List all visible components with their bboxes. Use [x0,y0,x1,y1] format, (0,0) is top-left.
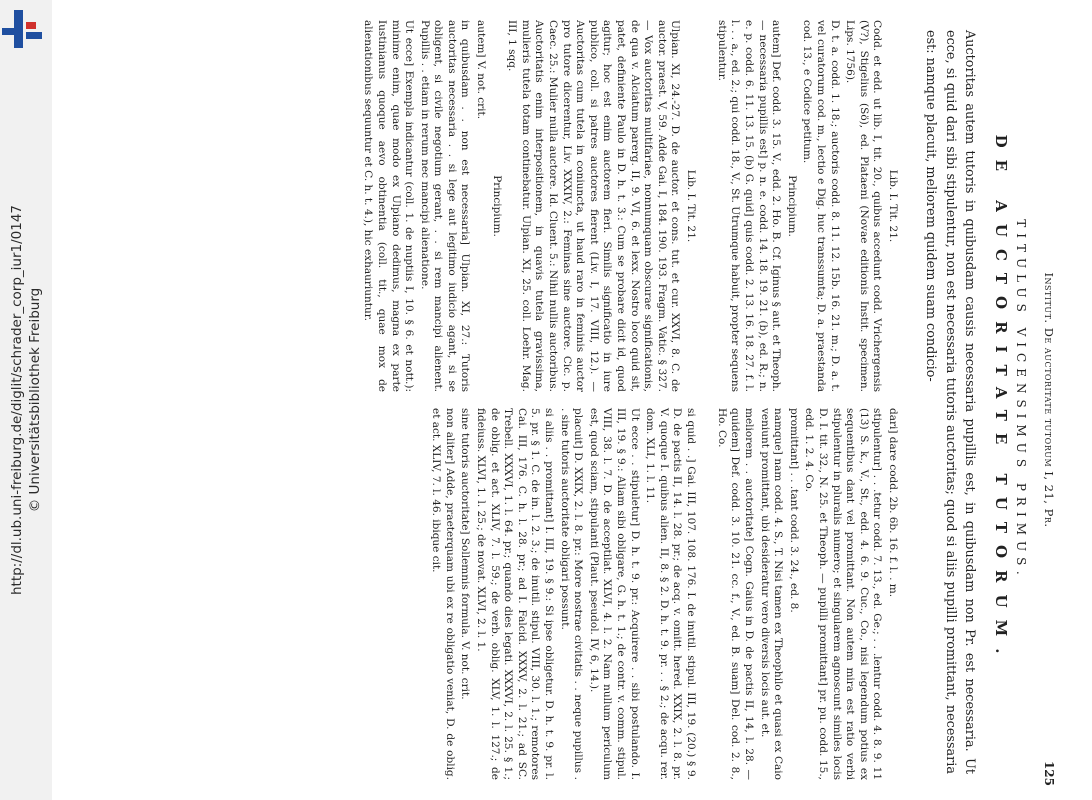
title-line-1: TITULUS VICENSIMUS PRIMUS. [1014,219,1028,581]
note-paragraph: stipulentur] . . .tetur codd. 7. 13., ed. Ge.; . . .lentur codd. 4. 8. 9. 11 (13) S. k., V., St., edd. 4. 6. 9. Cuc., Co., nisi legendum potius ex sequentibus dant vel promittant. Non autem mira est ratio verbi stipulentur in pluralis numero; et singularem agnoscunt similes locis D. I. tit. 32., N. 25. et Theoph. — pupilli promittant] pr. pu. codd. 15., edd. 1. 2. 4. Co. [803,408,884,780]
credit-owner: © Universitätsbibliothek Freiburg [27,287,43,513]
page-header [1039,14,1055,786]
commentary-paragraph: Ut ecce . . stipuletur] D. h. t. 9. pr.: Acquirere . . sibi postulando. I. III, 19. § 9.: Aliam sibi obligare, G. h. t. 1.; de contr. v. comm. stipul. VIII, 38. l. 7. D. de acceptilat. XLVI, 4. l. 2. Nam nullum periculum est, quod sciam, stipulanti (Plaut. pseudol. IV, 6, 14.). [587,408,641,780]
note-paragraph: meliorem . . auctoritate] Cogn. Gaius in D. de pactis II, 14, l. 28. — quidem] Def. codd. 3. 10. 21. cc. f., V., ed. B. suam] Del. cod. 2. 8., Ho. Co. [715,408,756,780]
lead-paragraph: Auctoritas autem tutoris in quibusdam causis necessaria pupillis est, in quibusdam non Pr. est necessaria. Ut ecce, si quid dari sibi stipulentur, non est necessaria tutoris auctoritas; quod si aliis pupilli promittant, necessaria est: namque placuit, meliorem quidem suam condicio- [923,30,977,774]
commentary-paragraph: si aliis . . promittant] I. III, 19. § 9.: Si ipse obligetur. D. h. t. 9. pr. l. 5. pr. § 1. C. de in. l. 2. 3.; de inutil. stipul. VIII, 30. l. 1.; remotores Cai. III, 176. C. h. l. 28. pr.; ad I. Falcid. XXXV, 2. l. 21.; ad SC. Trebell. XXXVI, 1. l. 64. pr.; quando dies legati. XXXVI, 2. l. 25. § 1.; de oblig. et act. XLIV, 7. l. 59.; de verb. oblig. XLV, 1. l. 127.; de fideiuss. XLVI, 1. l. 25.; de novat. XLVI, 2. l. 1. [475,408,556,780]
commentary-heading: Lib. I. Tit. 21. [685,169,697,243]
note-heading: Principium. [785,175,798,237]
note-paragraph: promittant] . . .tant codd. 3. 24., ed. 8. [787,408,800,613]
credit-url: http://dl.ub.uni-freiburg.de/diglit/schrader_corp_iur1/0147 [9,204,25,596]
commentary-paragraph: non aliter] Adde, praeterquam ubi ex re obligatio veniat, D. de oblig. et act. XLIV, 7. l. 46. ibique cit. [430,408,456,780]
commentary-paragraph: Ulpian. XI, 24.-27. D. de auctor. et cons. tut. et cur. XXVI, 8. C. de auctor. praest. V, 59. Adde Gai. I, 184. 190. 193. Fragm. Vatic. § 327. — Vox auctoritas multifariae, nonnumquam obscurae significationis, de qua v. Alciatum parerg. II, 9. VI, 6. et lexx. Nostro loco quid sit, patet, definiente Paulo in D. h. t. 3.: Cum se probare dicit id, quod agitur; hoc est enim auctorem fieri. Similis significatio in iure publico, coll. si patres auctores fierent (Liv. I, 17. VIII, 12.). — Auctoritas cum tutela in coniuncta, ut haud raro in feminis auctor pro tutore dicerentur, Liv. XXXIV, 2.: Feminas sine auctore. Cic. p. Caec. 25.: Mulier nulla auctore. Id. Cluent. 5.: Nihil nullis auctoribus. Auctoritatis enim interpositionem, in quavis tutela gravissima, mulieris tutela totam continebatur. Ulpian. XI, 25. coll. Loehr. Mag. III, 1 sqq. [506,20,682,392]
title-line-2: DE AUCTORITATE TUTORUM. [992,134,1010,666]
note-paragraph: autem] Def. codd. 3. 15. V., edd. 2. Ho. B. Cf. Iginus § aut. et Theoph. — necessaria pupillis est] p. n. e. codd. 14. 18. 19. 21. (b), ed. R.; n. e. p. codd. 6. 11. 13. 15. (b) G. quid] quis codd. 2. 13. 16. 18. 27. f. l. l. . . a., ed. 2.; qui codd. 18., V., St. Utrumque habuit, propter sequens stipulentur. [715,20,783,392]
commentary-paragraph: placuit] D. XXIX, 2. l. 8. pr.: More nostrae civitatis . . neque pupillus . . sine tutoris auctoritate obligari possunt. [558,408,585,780]
note-paragraph: namque] nam codd. 4. S., T. Nisi tamen ex Theophilo et quasi ex Caio veniunt promittant, ubi desideratur vero diversis locis aut. et. [758,408,785,780]
viewer-sidebar [0,0,52,800]
credit-text [8,20,44,780]
note-heading: Lib. I. Tit. 21. [887,169,899,243]
note-paragraph: D. t. a. codd. 1. 18.; auctoris codd. 8. 11. 12. 15b. 16. 21. m.; D. a. t. vel curatorum cod. m., lectio e Dig. huc transsumta; D. a. praestanda cod. 13., e Codice petitum. [801,20,841,392]
commentary-left [359,20,697,392]
critical-notes-right [712,408,899,780]
commentary-right [427,408,697,780]
critical-notes-left [712,20,899,392]
running-head: Institut. De auctoritate tutorum I, 21, Pr. [1042,272,1056,528]
note-paragraph: dari] dare codd. 2b. 6b. 16. f. l. . m. [887,408,899,598]
commentary-paragraph: Ut ecce] Exempla indicantur (coll. 1. de nuptiis I, 10. § 6. et nott.): minime enim, quae modo ex Ulpiano dedimus, magna ex parte Iustinianus quoque aevo obtinentia (coll. tit., quae mox de alienationibus sequuntur et C. h. t. 4.), hic exhauriuntur. [362,20,416,392]
page-number: 125 [1042,760,1056,786]
commentary-paragraph: sine tutoris auctoritate] Sollemnis formula. V. not. crit. [459,408,472,700]
commentary-heading: Principium. [490,175,503,237]
commentary-paragraph: autem] V. not. crit. [475,20,488,120]
scanned-page [77,0,1077,800]
commentary-paragraph: in quibusdam . . non est necessaria] Ulpian. XI, 27.: Tutoris auctoritas necessaria . . si lege aut legitimo iudicio agant, si se obligent, si civile negotium gerant, . . si rem mancipi alienent. Pupillis . . etiam in rerum nec mancipi alienatione. [418,20,472,392]
note-paragraph: Codd. et edd. ut lib. I, tit. 20., quibus accedunt codd. Vrichergensis (V?), Stigelius (Sö), ed. Plataeni (Novae editionis Instit. specimen. Lips. 1756). [844,20,884,392]
commentary-paragraph: si quid . .] Gai. III, 107. 108. 176. I. de inutil. stipul. III, 19. (20.) § 9. D. de pactis II, 14. l. 28. pr.; de acq. v. omitt. hered. XXIX, 2. l. 8. pr. V. quoque I. quibus alien. II, 8. § 2. D. h. t. 9. pr. . . § 2.; de acqu. rer. dom. XLI, 1. l. 11. [644,408,697,780]
